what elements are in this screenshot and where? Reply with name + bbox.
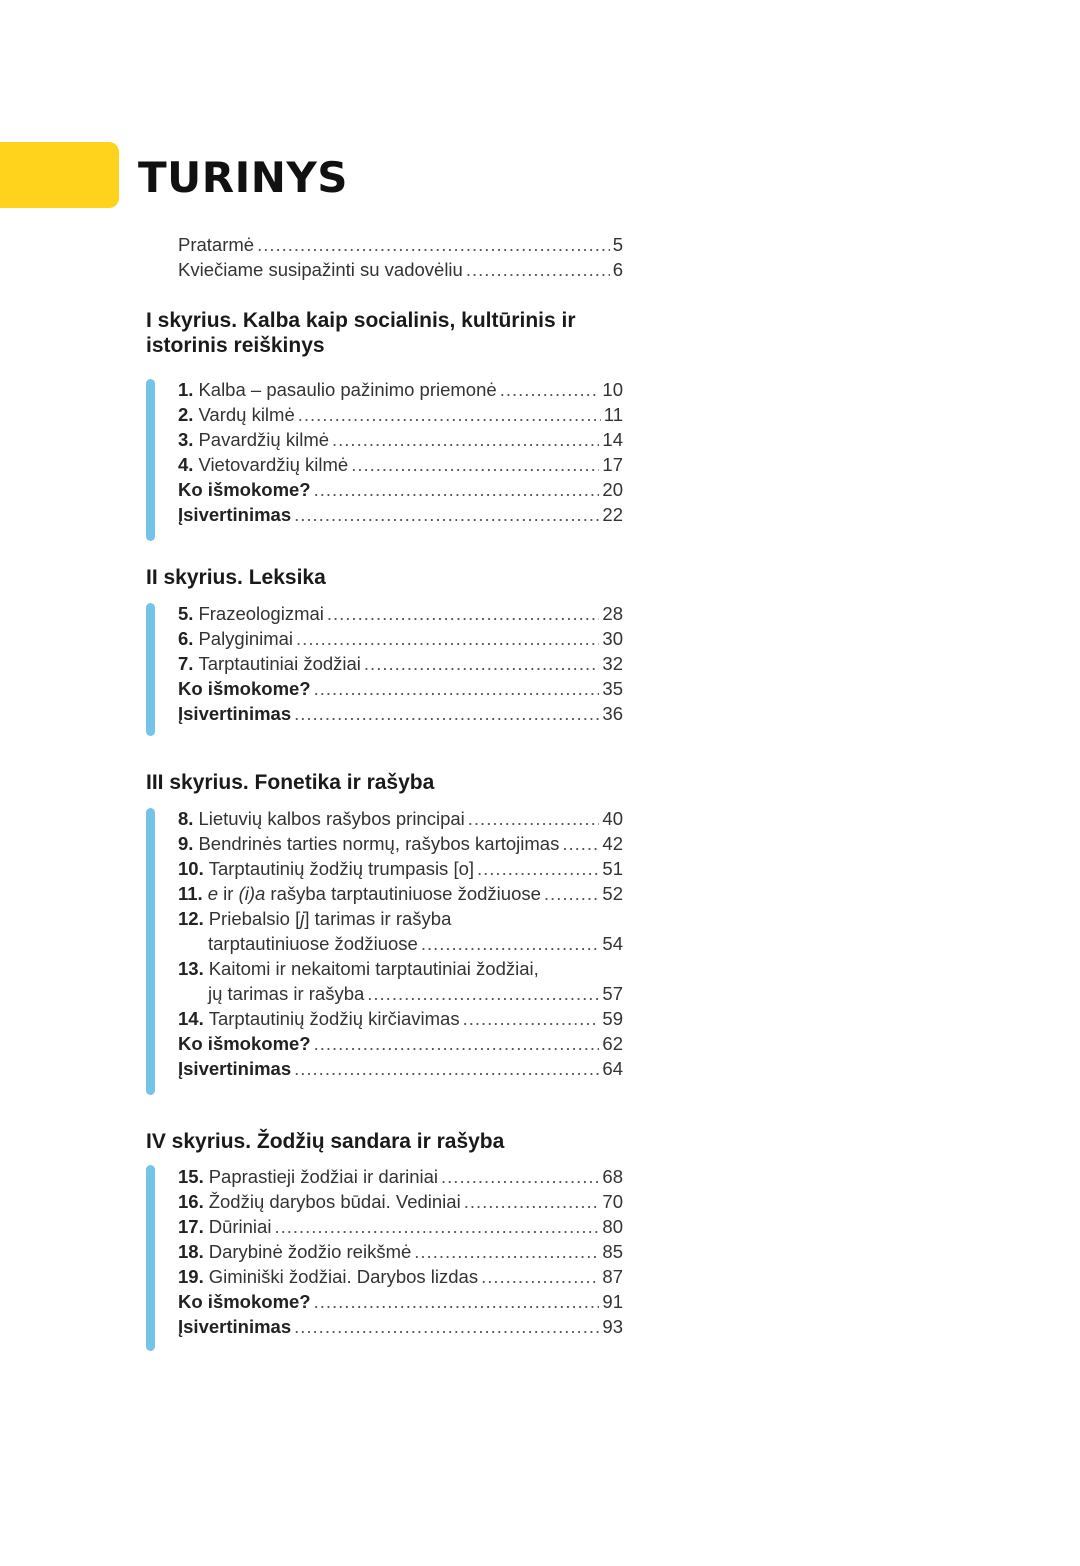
toc-entry-label: Pavardžių kilmė [198, 429, 330, 450]
toc-entry-number: 18. [178, 1241, 204, 1262]
leader-dots [274, 1214, 599, 1239]
toc-entry-label [208, 881, 541, 906]
leader-dots [464, 1189, 600, 1214]
toc-entry-page: 6 [612, 259, 623, 280]
toc-entry-label: Įsivertinimas [178, 504, 292, 525]
toc-entry-page: 22 [602, 504, 623, 525]
toc-entry-number: 11. [178, 883, 203, 904]
toc-entry-self-assessment[interactable] [178, 502, 623, 527]
toc-entry-label: Įsivertinimas [178, 1058, 292, 1079]
toc-entry-self-assessment[interactable] [178, 701, 623, 726]
toc-entry-label: Paprastieji žodžiai ir dariniai [208, 1166, 439, 1187]
toc-entry-page: 70 [602, 1191, 623, 1212]
leader-dots [294, 1314, 599, 1339]
leader-dots [421, 931, 600, 956]
toc-entry-page: 64 [602, 1058, 623, 1079]
toc-entry-page: 80 [602, 1216, 623, 1237]
toc-entry[interactable] [178, 402, 623, 427]
leader-dots [481, 1264, 599, 1289]
leader-dots [468, 806, 600, 831]
label-italic-e: e [207, 883, 218, 904]
toc-entry-label: Vietovardžių kilmė [198, 454, 349, 475]
toc-entry[interactable] [178, 651, 623, 676]
label-part: rašyba tarptautiniuose žodžiuose [265, 883, 541, 904]
chapter-heading-line: IV skyrius. Žodžių sandara ir rašyba [146, 1130, 505, 1153]
toc-entry-page: 85 [602, 1241, 623, 1262]
toc-entry-number: 19. [178, 1266, 204, 1287]
toc-entry-label: Vardų kilmė [198, 404, 295, 425]
leader-dots [327, 601, 600, 626]
toc-entry-page: 42 [602, 833, 623, 854]
toc-entry-label [209, 906, 452, 931]
label-part: ] tarimas ir rašyba [304, 908, 452, 929]
toc-entry-number: 17. [178, 1216, 204, 1237]
leader-dots [414, 1239, 599, 1264]
toc-entry[interactable] [178, 1006, 623, 1031]
toc-entry-label: Kviečiame susipažinti su vadovėliu [178, 259, 463, 280]
toc-entry[interactable] [178, 831, 623, 856]
toc-entry-page: 57 [602, 983, 623, 1004]
leader-dots [364, 651, 600, 676]
toc-entry-label: Lietuvių kalbos rašybos principai [198, 808, 465, 829]
leader-dots [298, 402, 601, 427]
toc-entry-number: 7. [178, 653, 194, 674]
toc-entry-number: 8. [178, 808, 194, 829]
yellow-tab-block [0, 142, 119, 208]
toc-entry[interactable] [178, 601, 623, 626]
leader-dots [477, 856, 599, 881]
toc-entry-label: Ko išmokome? [178, 1033, 311, 1054]
toc-entry-number: 5. [178, 603, 194, 624]
toc-entry[interactable] [178, 1164, 623, 1189]
leader-dots [294, 1056, 599, 1081]
leader-dots [314, 1031, 600, 1056]
toc-entry-continuation[interactable] [208, 981, 623, 1006]
toc-entry-page: 20 [602, 479, 623, 500]
toc-entry-number: 10. [178, 858, 204, 879]
toc-entry-label: Darybinė žodžio reikšmė [208, 1241, 412, 1262]
toc-entry[interactable] [178, 881, 623, 906]
toc-entry-page: 68 [602, 1166, 623, 1187]
toc-entry[interactable] [178, 856, 623, 881]
leader-dots [562, 831, 599, 856]
toc-entry-label: Tarptautiniai žodžiai [198, 653, 361, 674]
chapter-heading-line: istorinis reiškinys [146, 334, 325, 357]
leader-dots [332, 427, 599, 452]
toc-entry[interactable] [178, 1189, 623, 1214]
toc-entry-label: Tarptautinių žodžių trumpasis [o] [208, 858, 475, 879]
toc-entry-page: 59 [602, 1008, 623, 1029]
toc-entry-number: 14. [178, 1008, 204, 1029]
label-italic-ia: (i)a [238, 883, 266, 904]
toc-entry-page: 11 [603, 404, 623, 425]
toc-entry-page: 51 [602, 858, 623, 879]
chapter-heading-line: III skyrius. Fonetika ir rašyba [146, 771, 435, 794]
leader-dots [500, 377, 600, 402]
toc-entry-label: Ko išmokome? [178, 678, 311, 699]
toc-entry[interactable] [178, 956, 623, 981]
toc-entry-label: Dūriniai [208, 1216, 272, 1237]
toc-entry-summary[interactable] [178, 1031, 623, 1056]
toc-entry-number: 1. [178, 379, 194, 400]
toc-entry[interactable] [178, 452, 623, 477]
toc-entry-page: 36 [602, 703, 623, 724]
toc-entry-label: Kaitomi ir nekaitomi tarptautiniai žodžiai, [208, 958, 539, 979]
leader-dots [351, 452, 599, 477]
chapter-bar [146, 379, 155, 541]
chapter-heading-4 [146, 1129, 606, 1154]
toc-entry[interactable] [178, 427, 623, 452]
toc-entry-label: Tarptautinių žodžių kirčiavimas [208, 1008, 460, 1029]
toc-entry-label: Įsivertinimas [178, 703, 292, 724]
leader-dots [544, 881, 600, 906]
toc-entry-page: 62 [602, 1033, 623, 1054]
leader-dots [463, 1006, 600, 1031]
leader-dots [367, 981, 599, 1006]
toc-entry-page: 91 [602, 1291, 623, 1312]
toc-entry-label: tarptautiniuose žodžiuose [208, 933, 418, 954]
leader-dots [257, 232, 610, 257]
label-part: Priebalsio [ [208, 908, 301, 929]
toc-entry-label: Giminiški žodžiai. Darybos lizdas [208, 1266, 479, 1287]
toc-entry-number: 4. [178, 454, 194, 475]
chapter-bar [146, 1165, 155, 1351]
toc-entry-page: 87 [602, 1266, 623, 1287]
toc-entry-label: Pratarmė [178, 234, 255, 255]
toc-entry-label: Palyginimai [198, 628, 294, 649]
leader-dots [294, 701, 599, 726]
toc-entry-page: 32 [602, 653, 623, 674]
chapter-heading-3 [146, 770, 606, 795]
toc-entry-label: Bendrinės tarties normų, rašybos kartojimas [198, 833, 560, 854]
toc-entry[interactable] [178, 1239, 623, 1264]
leader-dots [314, 477, 600, 502]
toc-entry[interactable] [178, 1214, 623, 1239]
toc-entry-page: 30 [602, 628, 623, 649]
toc-entry-summary[interactable] [178, 1289, 623, 1314]
toc-entry[interactable] [178, 1264, 623, 1289]
toc-entry-number: 6. [178, 628, 194, 649]
leader-dots [294, 502, 599, 527]
toc-entry-self-assessment[interactable] [178, 1056, 623, 1081]
toc-entry-page: 28 [602, 603, 623, 624]
toc-entry-summary[interactable] [178, 676, 623, 701]
chapter-heading-line: II skyrius. Leksika [146, 566, 326, 589]
toc-entry-summary[interactable] [178, 477, 623, 502]
toc-entry-page: 14 [602, 429, 623, 450]
toc-entry-page: 40 [602, 808, 623, 829]
toc-entry-label: Frazeologizmai [198, 603, 324, 624]
toc-entry-kvieciame[interactable] [178, 257, 623, 282]
label-italic-j: j [300, 908, 305, 929]
toc-entry-page: 35 [602, 678, 623, 699]
toc-entry-pratarme[interactable] [178, 232, 623, 257]
leader-dots [441, 1164, 599, 1189]
label-part: ir [218, 883, 239, 904]
toc-entry-self-assessment[interactable] [178, 1314, 623, 1339]
toc-entry-number: 16. [178, 1191, 204, 1212]
chapter-heading-2 [146, 565, 606, 590]
chapter-bar [146, 808, 155, 1095]
chapter-heading-1 [146, 308, 606, 358]
toc-entry-page: 52 [602, 883, 623, 904]
toc-entry-number: 15. [178, 1166, 204, 1187]
page-title: TURINYS [138, 153, 349, 202]
toc-entry-number: 9. [178, 833, 194, 854]
toc-entry-number: 12. [178, 908, 204, 929]
toc-entry-label: Kalba – pasaulio pažinimo priemonė [198, 379, 497, 400]
toc-entry-label: Įsivertinimas [178, 1316, 292, 1337]
chapter-heading-line: I skyrius. Kalba kaip socialinis, kultūrinis ir [146, 309, 576, 332]
toc-entry-page: 93 [602, 1316, 623, 1337]
toc-entry-page: 54 [602, 933, 623, 954]
toc-entry-label: Ko išmokome? [178, 1291, 311, 1312]
toc-entry-label: jų tarimas ir rašyba [208, 983, 365, 1004]
toc-entry-label: Ko išmokome? [178, 479, 311, 500]
toc-entry-number: 2. [178, 404, 194, 425]
toc-entry[interactable] [178, 626, 623, 651]
toc-entry-continuation[interactable] [208, 931, 623, 956]
leader-dots [466, 257, 610, 282]
toc-entry-page: 10 [602, 379, 623, 400]
leader-dots [314, 1289, 600, 1314]
toc-entry-page: 17 [602, 454, 623, 475]
toc-entry-page: 5 [612, 234, 623, 255]
toc-entry[interactable] [178, 906, 623, 931]
toc-entry[interactable] [178, 806, 623, 831]
leader-dots [296, 626, 599, 651]
leader-dots [314, 676, 600, 701]
toc-entry-number: 13. [178, 958, 204, 979]
toc-entry[interactable] [178, 377, 623, 402]
toc-entry-number: 3. [178, 429, 194, 450]
toc-entry-label: Žodžių darybos būdai. Vediniai [208, 1191, 461, 1212]
chapter-bar [146, 603, 155, 736]
